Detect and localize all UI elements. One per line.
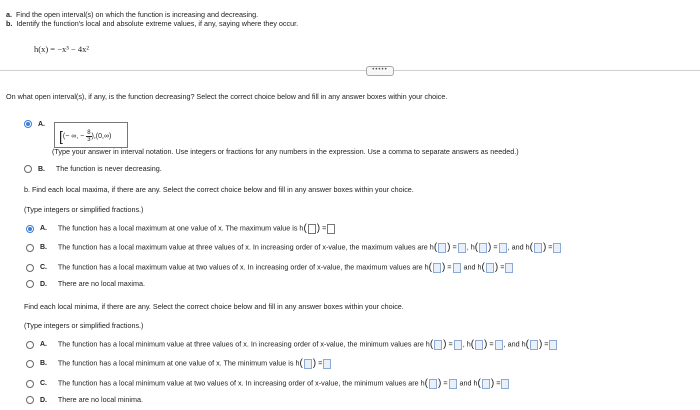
max-choice-a-radio[interactable] [26,225,34,233]
min-a-v1-input[interactable] [454,340,462,350]
min-choice-b[interactable]: B. The function has a local minimum at one value of x. The minimum value is h( ) = [26,358,332,369]
max-choice-b-radio[interactable] [26,244,34,252]
max-b-x1-input[interactable] [438,243,446,253]
max-c-v1-input[interactable] [453,263,461,273]
max-c-x2-input[interactable] [486,263,494,273]
max-choice-b[interactable]: B. The function has a local maximum value at three values of x. In increasing order of x-value, the maximum values are h( ) = , h( ) = , and h( ) = [26,242,562,253]
interval-answer-box[interactable]: [(− ∞, − $\frac{8}{3}$ ),(0,∞) [54,122,128,148]
maxima-question: b. Find each local maxima, if there are any. Select the correct choice below and fill in any answer boxes within your choice. [24,185,414,194]
min-b-value-input[interactable] [323,359,331,369]
part-b-instruction: b. Identify the function's local and absolute extreme values, if any, saying where they occur. [6,19,299,28]
max-b-x2-input[interactable] [479,243,487,253]
min-c-v2-input[interactable] [501,379,509,389]
min-a-x1-input[interactable] [434,340,442,350]
max-b-x3-input[interactable] [534,243,542,253]
dec-choice-a-letter: A. [38,121,45,128]
dec-answer-hint: (Type your answer in interval notation. Use integers or fractions for any numbers in the expression. Use a comma to separate answers as needed.) [52,147,519,156]
max-choice-d-radio[interactable] [26,280,34,288]
min-choice-b-radio[interactable] [26,360,34,368]
max-b-v3-input[interactable] [553,243,561,253]
dec-choice-b[interactable]: B. The function is never decreasing. [24,164,162,173]
max-c-v2-input[interactable] [505,263,513,273]
fraction: $\frac{8}{3}$ [87,129,91,143]
min-choice-d[interactable]: D. There are no local minima. [26,395,143,404]
min-a-x2-input[interactable] [475,340,483,350]
min-choice-a[interactable]: A. The function has a local minimum value at three values of x. In increasing order of x-value, the minimum values are h( ) = , h( ) = , and h( ) = [26,339,558,350]
min-a-x3-input[interactable] [530,340,538,350]
min-c-x1-input[interactable] [429,379,437,389]
max-choice-d[interactable]: D. There are no local maxima. [26,279,145,288]
dec-choice-a[interactable] [24,119,54,128]
expand-more-button[interactable]: ••••• [366,66,394,76]
minima-hint: (Type integers or simplified fractions.) [24,321,144,330]
dec-choice-a-radio[interactable] [24,120,32,128]
min-c-x2-input[interactable] [482,379,490,389]
max-a-x-input[interactable] [308,224,316,234]
function-definition: h(x) = −x³ − 4x² [34,44,89,54]
min-a-v3-input[interactable] [549,340,557,350]
decreasing-question: On what open interval(s), if any, is the function decreasing? Select the correct choice below and fill in any answer boxes within your choice. [6,92,448,101]
min-c-v1-input[interactable] [449,379,457,389]
minima-question: Find each local minima, if there are any. Select the correct choice below and fill in any answer boxes within your choice. [24,302,404,311]
min-choice-a-radio[interactable] [26,341,34,349]
max-b-v1-input[interactable] [458,243,466,253]
dec-choice-b-radio[interactable] [24,165,32,173]
min-choice-c[interactable]: C. The function has a local minimum value at two values of x. In increasing order of x-value, the minimum values are h( ) = and h( ) = [26,378,510,389]
min-a-v2-input[interactable] [495,340,503,350]
min-choice-c-radio[interactable] [26,380,34,388]
section-divider [0,70,700,71]
min-b-x-input[interactable] [304,359,312,369]
max-choice-c-radio[interactable] [26,264,34,272]
part-a-instruction: a. Find the open interval(s) on which the function is increasing and decreasing. [6,10,259,19]
max-a-value-input[interactable] [327,224,335,234]
max-choice-a[interactable]: A. The function has a local maximum at one value of x. The maximum value is h( ) = [26,223,336,234]
max-choice-c[interactable]: C. The function has a local maximum value at two values of x. In increasing order of x-value, the maximum values are h( ) = and h( ) = [26,262,514,273]
max-c-x1-input[interactable] [433,263,441,273]
max-b-v2-input[interactable] [499,243,507,253]
min-choice-d-radio[interactable] [26,396,34,404]
maxima-hint: (Type integers or simplified fractions.) [24,205,144,214]
